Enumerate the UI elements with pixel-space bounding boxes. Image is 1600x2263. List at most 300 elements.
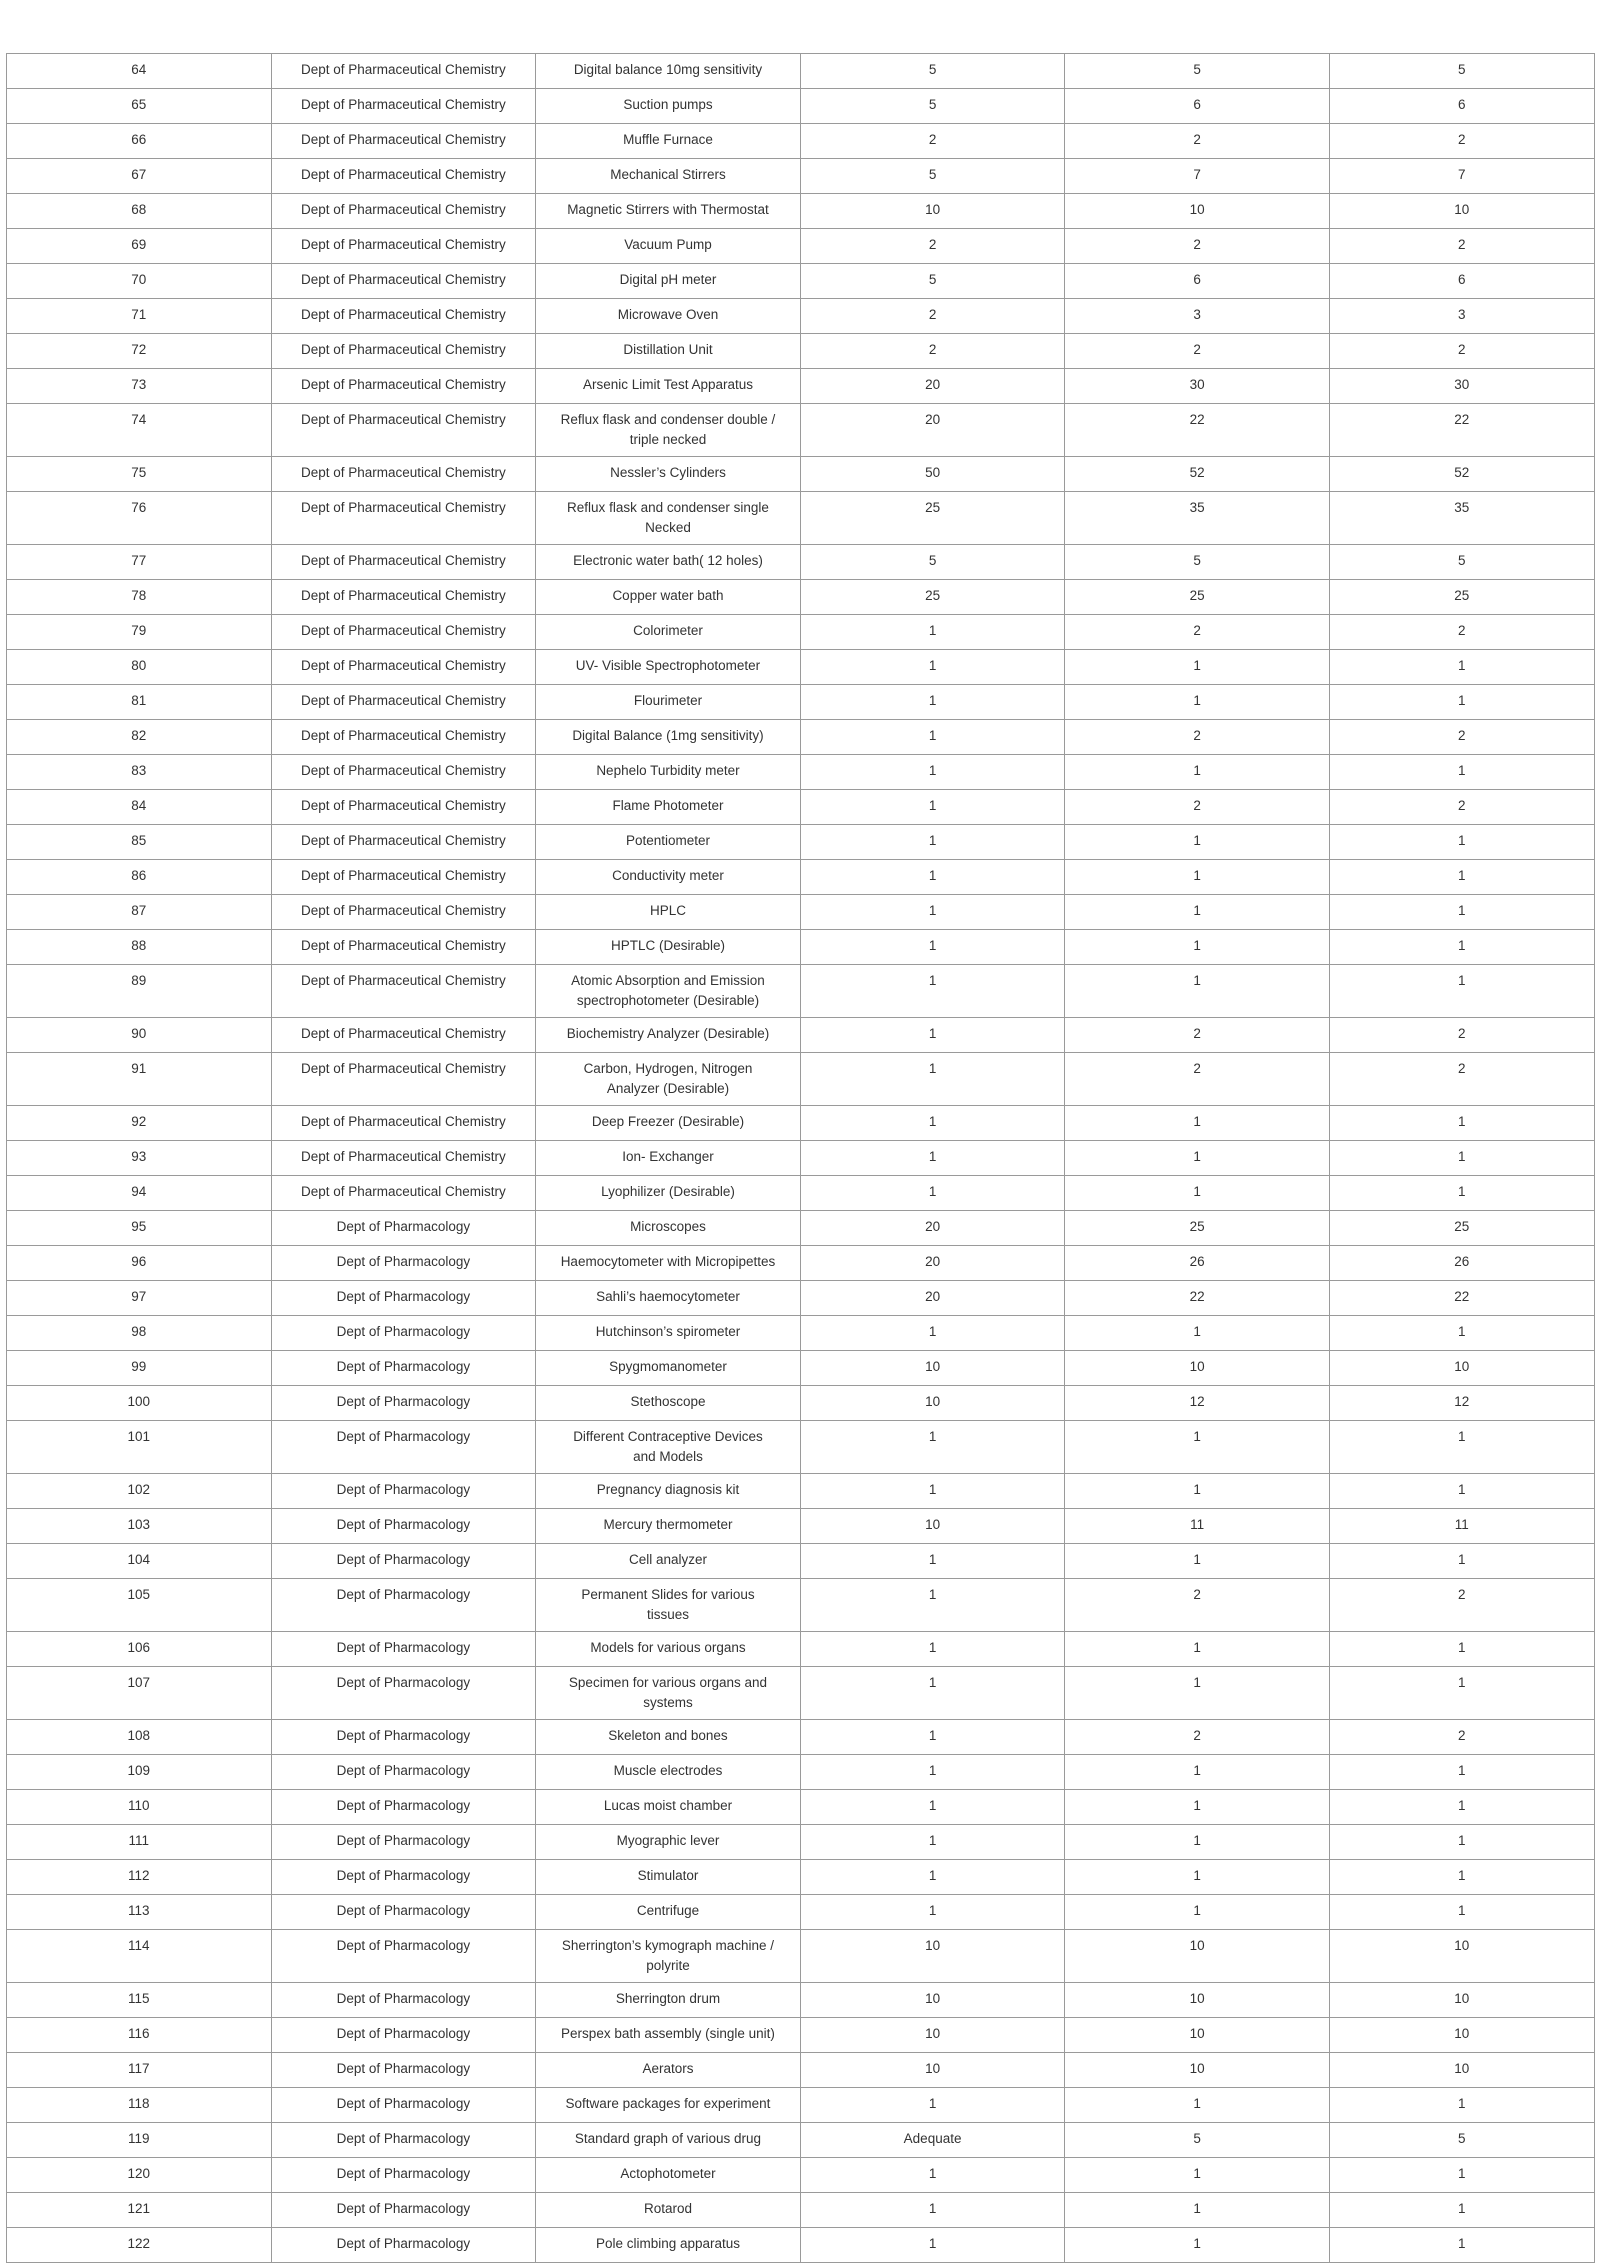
equipment-name-cell: Specimen for various organs and systems [536,1667,801,1720]
table-row [7,229,1595,264]
actual-quantity-cell: 1 [1329,1860,1594,1895]
department-cell: Dept of Pharmaceutical Chemistry [271,89,536,124]
available-quantity-cell: 1 [1065,1141,1330,1176]
equipment-name-cell: Haemocytometer with Micropipettes [536,1246,801,1281]
required-quantity-cell: 1 [800,1106,1065,1141]
available-quantity-cell: 10 [1065,2053,1330,2088]
equipment-name-cell: Pole climbing apparatus [536,2228,801,2263]
required-quantity-cell: 5 [800,89,1065,124]
actual-quantity-cell: 2 [1329,790,1594,825]
available-quantity-cell: 2 [1065,615,1330,650]
serial-number-cell: 112 [7,1860,272,1895]
required-quantity-cell: 25 [800,492,1065,545]
actual-quantity-cell: 1 [1329,1544,1594,1579]
table-row [7,1246,1595,1281]
table-row [7,1141,1595,1176]
serial-number-cell: 76 [7,492,272,545]
equipment-name-cell: Electronic water bath( 12 holes) [536,545,801,580]
department-cell: Dept of Pharmacology [271,1211,536,1246]
table-row [7,194,1595,229]
available-quantity-cell: 1 [1065,1474,1330,1509]
actual-quantity-cell: 5 [1329,2123,1594,2158]
department-cell: Dept of Pharmaceutical Chemistry [271,965,536,1018]
required-quantity-cell: 5 [800,159,1065,194]
serial-number-cell: 109 [7,1755,272,1790]
required-quantity-cell: 10 [800,1351,1065,1386]
available-quantity-cell: 22 [1065,1281,1330,1316]
table-row [7,1053,1595,1106]
serial-number-cell: 101 [7,1421,272,1474]
equipment-name-cell: Sahli’s haemocytometer [536,1281,801,1316]
required-quantity-cell: 10 [800,1509,1065,1544]
serial-number-cell: 86 [7,860,272,895]
actual-quantity-cell: 1 [1329,1825,1594,1860]
serial-number-cell: 102 [7,1474,272,1509]
actual-quantity-cell: 12 [1329,1386,1594,1421]
equipment-name-cell: Lucas moist chamber [536,1790,801,1825]
available-quantity-cell: 5 [1065,54,1330,89]
serial-number-cell: 113 [7,1895,272,1930]
equipment-name-cell: Centrifuge [536,1895,801,1930]
serial-number-cell: 68 [7,194,272,229]
equipment-name-cell: UV- Visible Spectrophotometer [536,650,801,685]
serial-number-cell: 65 [7,89,272,124]
document-page [6,53,1594,2263]
required-quantity-cell: 10 [800,1983,1065,2018]
available-quantity-cell: 10 [1065,1983,1330,2018]
required-quantity-cell: 1 [800,1176,1065,1211]
serial-number-cell: 116 [7,2018,272,2053]
available-quantity-cell: 2 [1065,124,1330,159]
table-row [7,2193,1595,2228]
table-row [7,2228,1595,2263]
table-row [7,1211,1595,1246]
serial-number-cell: 83 [7,755,272,790]
department-cell: Dept of Pharmacology [271,1544,536,1579]
required-quantity-cell: 1 [800,1579,1065,1632]
equipment-name-cell: Magnetic Stirrers with Thermostat [536,194,801,229]
required-quantity-cell: 1 [800,825,1065,860]
equipment-name-cell: HPTLC (Desirable) [536,930,801,965]
serial-number-cell: 73 [7,369,272,404]
available-quantity-cell: 1 [1065,1825,1330,1860]
actual-quantity-cell: 1 [1329,1106,1594,1141]
department-cell: Dept of Pharmacology [271,1895,536,1930]
required-quantity-cell: 10 [800,2053,1065,2088]
actual-quantity-cell: 1 [1329,2158,1594,2193]
equipment-name-cell: Microscopes [536,1211,801,1246]
equipment-name-cell: Software packages for experiment [536,2088,801,2123]
department-cell: Dept of Pharmacology [271,1930,536,1983]
actual-quantity-cell: 30 [1329,369,1594,404]
equipment-name-cell: Actophotometer [536,2158,801,2193]
required-quantity-cell: 1 [800,860,1065,895]
required-quantity-cell: 1 [800,965,1065,1018]
actual-quantity-cell: 2 [1329,1720,1594,1755]
available-quantity-cell: 1 [1065,860,1330,895]
required-quantity-cell: 1 [800,1632,1065,1667]
required-quantity-cell: 1 [800,2228,1065,2263]
available-quantity-cell: 1 [1065,1790,1330,1825]
actual-quantity-cell: 1 [1329,1667,1594,1720]
table-row [7,334,1595,369]
table-row [7,1790,1595,1825]
serial-number-cell: 85 [7,825,272,860]
department-cell: Dept of Pharmaceutical Chemistry [271,457,536,492]
equipment-name-cell: Atomic Absorption and Emission spectrophotometer (Desirable) [536,965,801,1018]
actual-quantity-cell: 2 [1329,1053,1594,1106]
actual-quantity-cell: 10 [1329,1983,1594,2018]
department-cell: Dept of Pharmaceutical Chemistry [271,790,536,825]
available-quantity-cell: 22 [1065,404,1330,457]
actual-quantity-cell: 2 [1329,124,1594,159]
equipment-name-cell: Reflux flask and condenser single Necked [536,492,801,545]
equipment-table-body [7,54,1595,2263]
equipment-name-cell: Rotarod [536,2193,801,2228]
equipment-name-cell: HPLC [536,895,801,930]
serial-number-cell: 84 [7,790,272,825]
table-row [7,457,1595,492]
required-quantity-cell: 1 [800,755,1065,790]
actual-quantity-cell: 1 [1329,860,1594,895]
serial-number-cell: 77 [7,545,272,580]
department-cell: Dept of Pharmaceutical Chemistry [271,229,536,264]
required-quantity-cell: 1 [800,1860,1065,1895]
actual-quantity-cell: 1 [1329,1790,1594,1825]
available-quantity-cell: 6 [1065,89,1330,124]
table-row [7,1860,1595,1895]
serial-number-cell: 121 [7,2193,272,2228]
actual-quantity-cell: 22 [1329,404,1594,457]
actual-quantity-cell: 1 [1329,965,1594,1018]
serial-number-cell: 104 [7,1544,272,1579]
table-row [7,159,1595,194]
serial-number-cell: 120 [7,2158,272,2193]
available-quantity-cell: 1 [1065,930,1330,965]
equipment-name-cell: Sherrington’s kymograph machine / polyrite [536,1930,801,1983]
actual-quantity-cell: 3 [1329,299,1594,334]
available-quantity-cell: 35 [1065,492,1330,545]
required-quantity-cell: 2 [800,124,1065,159]
department-cell: Dept of Pharmaceutical Chemistry [271,1106,536,1141]
serial-number-cell: 74 [7,404,272,457]
table-row [7,1509,1595,1544]
serial-number-cell: 82 [7,720,272,755]
serial-number-cell: 81 [7,685,272,720]
available-quantity-cell: 5 [1065,545,1330,580]
actual-quantity-cell: 2 [1329,1018,1594,1053]
equipment-name-cell: Distillation Unit [536,334,801,369]
actual-quantity-cell: 1 [1329,1176,1594,1211]
available-quantity-cell: 2 [1065,1053,1330,1106]
table-row [7,755,1595,790]
actual-quantity-cell: 2 [1329,1579,1594,1632]
serial-number-cell: 99 [7,1351,272,1386]
department-cell: Dept of Pharmacology [271,1860,536,1895]
table-row [7,650,1595,685]
serial-number-cell: 106 [7,1632,272,1667]
table-row [7,54,1595,89]
equipment-name-cell: Sherrington drum [536,1983,801,2018]
equipment-name-cell: Muffle Furnace [536,124,801,159]
available-quantity-cell: 7 [1065,159,1330,194]
table-row [7,720,1595,755]
actual-quantity-cell: 1 [1329,1141,1594,1176]
required-quantity-cell: 1 [800,1755,1065,1790]
required-quantity-cell: 20 [800,369,1065,404]
serial-number-cell: 111 [7,1825,272,1860]
department-cell: Dept of Pharmaceutical Chemistry [271,1176,536,1211]
department-cell: Dept of Pharmacology [271,1667,536,1720]
serial-number-cell: 95 [7,1211,272,1246]
department-cell: Dept of Pharmaceutical Chemistry [271,650,536,685]
department-cell: Dept of Pharmaceutical Chemistry [271,404,536,457]
table-row [7,1351,1595,1386]
serial-number-cell: 66 [7,124,272,159]
available-quantity-cell: 1 [1065,1667,1330,1720]
department-cell: Dept of Pharmaceutical Chemistry [271,369,536,404]
department-cell: Dept of Pharmacology [271,2088,536,2123]
department-cell: Dept of Pharmacology [271,2123,536,2158]
table-row [7,685,1595,720]
actual-quantity-cell: 1 [1329,1316,1594,1351]
department-cell: Dept of Pharmaceutical Chemistry [271,334,536,369]
department-cell: Dept of Pharmacology [271,1421,536,1474]
table-row [7,860,1595,895]
equipment-name-cell: Copper water bath [536,580,801,615]
department-cell: Dept of Pharmacology [271,1246,536,1281]
available-quantity-cell: 1 [1065,2158,1330,2193]
actual-quantity-cell: 2 [1329,720,1594,755]
actual-quantity-cell: 10 [1329,1351,1594,1386]
department-cell: Dept of Pharmacology [271,2228,536,2263]
equipment-name-cell: Permanent Slides for various tissues [536,1579,801,1632]
required-quantity-cell: 20 [800,1211,1065,1246]
actual-quantity-cell: 6 [1329,89,1594,124]
required-quantity-cell: 5 [800,545,1065,580]
actual-quantity-cell: 26 [1329,1246,1594,1281]
equipment-name-cell: Mechanical Stirrers [536,159,801,194]
required-quantity-cell: 1 [800,1895,1065,1930]
required-quantity-cell: 1 [800,720,1065,755]
available-quantity-cell: 1 [1065,1176,1330,1211]
required-quantity-cell: 1 [800,1544,1065,1579]
required-quantity-cell: 1 [800,1474,1065,1509]
available-quantity-cell: 10 [1065,1930,1330,1983]
serial-number-cell: 91 [7,1053,272,1106]
serial-number-cell: 87 [7,895,272,930]
department-cell: Dept of Pharmacology [271,1983,536,2018]
actual-quantity-cell: 6 [1329,264,1594,299]
serial-number-cell: 100 [7,1386,272,1421]
required-quantity-cell: 1 [800,650,1065,685]
required-quantity-cell: 1 [800,685,1065,720]
required-quantity-cell: 20 [800,1246,1065,1281]
serial-number-cell: 75 [7,457,272,492]
department-cell: Dept of Pharmaceutical Chemistry [271,299,536,334]
table-row [7,1825,1595,1860]
required-quantity-cell: 1 [800,1825,1065,1860]
available-quantity-cell: 10 [1065,194,1330,229]
available-quantity-cell: 1 [1065,1755,1330,1790]
available-quantity-cell: 5 [1065,2123,1330,2158]
actual-quantity-cell: 1 [1329,685,1594,720]
table-row [7,299,1595,334]
serial-number-cell: 98 [7,1316,272,1351]
required-quantity-cell: Adequate [800,2123,1065,2158]
table-row [7,1176,1595,1211]
actual-quantity-cell: 1 [1329,1474,1594,1509]
department-cell: Dept of Pharmacology [271,1351,536,1386]
equipment-name-cell: Standard graph of various drug [536,2123,801,2158]
actual-quantity-cell: 2 [1329,615,1594,650]
equipment-name-cell: Ion- Exchanger [536,1141,801,1176]
table-row [7,1720,1595,1755]
department-cell: Dept of Pharmacology [271,1386,536,1421]
table-row [7,404,1595,457]
department-cell: Dept of Pharmacology [271,1720,536,1755]
actual-quantity-cell: 25 [1329,580,1594,615]
equipment-name-cell: Models for various organs [536,1632,801,1667]
table-row [7,1632,1595,1667]
department-cell: Dept of Pharmaceutical Chemistry [271,755,536,790]
available-quantity-cell: 3 [1065,299,1330,334]
actual-quantity-cell: 10 [1329,2018,1594,2053]
serial-number-cell: 88 [7,930,272,965]
actual-quantity-cell: 1 [1329,650,1594,685]
actual-quantity-cell: 2 [1329,334,1594,369]
department-cell: Dept of Pharmaceutical Chemistry [271,124,536,159]
serial-number-cell: 93 [7,1141,272,1176]
available-quantity-cell: 1 [1065,685,1330,720]
serial-number-cell: 80 [7,650,272,685]
table-row [7,2053,1595,2088]
table-row [7,580,1595,615]
table-row [7,1579,1595,1632]
available-quantity-cell: 1 [1065,1106,1330,1141]
actual-quantity-cell: 10 [1329,1930,1594,1983]
available-quantity-cell: 2 [1065,1720,1330,1755]
department-cell: Dept of Pharmaceutical Chemistry [271,492,536,545]
serial-number-cell: 114 [7,1930,272,1983]
required-quantity-cell: 20 [800,404,1065,457]
serial-number-cell: 79 [7,615,272,650]
serial-number-cell: 89 [7,965,272,1018]
department-cell: Dept of Pharmaceutical Chemistry [271,895,536,930]
required-quantity-cell: 20 [800,1281,1065,1316]
equipment-name-cell: Microwave Oven [536,299,801,334]
serial-number-cell: 67 [7,159,272,194]
equipment-name-cell: Pregnancy diagnosis kit [536,1474,801,1509]
available-quantity-cell: 1 [1065,1316,1330,1351]
actual-quantity-cell: 7 [1329,159,1594,194]
available-quantity-cell: 25 [1065,1211,1330,1246]
table-row [7,1544,1595,1579]
required-quantity-cell: 10 [800,194,1065,229]
serial-number-cell: 96 [7,1246,272,1281]
serial-number-cell: 122 [7,2228,272,2263]
required-quantity-cell: 1 [800,790,1065,825]
table-row [7,1930,1595,1983]
serial-number-cell: 105 [7,1579,272,1632]
equipment-name-cell: Different Contraceptive Devices and Models [536,1421,801,1474]
table-row [7,1895,1595,1930]
equipment-name-cell: Vacuum Pump [536,229,801,264]
actual-quantity-cell: 1 [1329,2228,1594,2263]
equipment-name-cell: Nephelo Turbidity meter [536,755,801,790]
available-quantity-cell: 1 [1065,1895,1330,1930]
required-quantity-cell: 5 [800,54,1065,89]
table-row [7,895,1595,930]
table-row [7,965,1595,1018]
table-row [7,2158,1595,2193]
actual-quantity-cell: 1 [1329,1632,1594,1667]
available-quantity-cell: 1 [1065,895,1330,930]
available-quantity-cell: 12 [1065,1386,1330,1421]
actual-quantity-cell: 2 [1329,229,1594,264]
serial-number-cell: 107 [7,1667,272,1720]
department-cell: Dept of Pharmaceutical Chemistry [271,194,536,229]
available-quantity-cell: 1 [1065,1544,1330,1579]
equipment-name-cell: Aerators [536,2053,801,2088]
table-row [7,2018,1595,2053]
required-quantity-cell: 25 [800,580,1065,615]
table-row [7,2123,1595,2158]
department-cell: Dept of Pharmacology [271,1316,536,1351]
table-row [7,124,1595,159]
table-row [7,825,1595,860]
equipment-name-cell: Hutchinson’s spirometer [536,1316,801,1351]
available-quantity-cell: 26 [1065,1246,1330,1281]
available-quantity-cell: 1 [1065,2088,1330,2123]
table-row [7,1386,1595,1421]
serial-number-cell: 108 [7,1720,272,1755]
required-quantity-cell: 1 [800,1053,1065,1106]
equipment-name-cell: Skeleton and bones [536,1720,801,1755]
equipment-name-cell: Stimulator [536,1860,801,1895]
actual-quantity-cell: 1 [1329,1895,1594,1930]
equipment-name-cell: Spygmomanometer [536,1351,801,1386]
table-row [7,1281,1595,1316]
department-cell: Dept of Pharmacology [271,1755,536,1790]
equipment-name-cell: Reflux flask and condenser double / triple necked [536,404,801,457]
department-cell: Dept of Pharmaceutical Chemistry [271,685,536,720]
available-quantity-cell: 2 [1065,790,1330,825]
department-cell: Dept of Pharmaceutical Chemistry [271,860,536,895]
equipment-name-cell: Carbon, Hydrogen, Nitrogen Analyzer (Desirable) [536,1053,801,1106]
equipment-name-cell: Colorimeter [536,615,801,650]
table-row [7,1316,1595,1351]
equipment-name-cell: Conductivity meter [536,860,801,895]
available-quantity-cell: 1 [1065,825,1330,860]
available-quantity-cell: 1 [1065,2193,1330,2228]
available-quantity-cell: 1 [1065,2228,1330,2263]
serial-number-cell: 71 [7,299,272,334]
department-cell: Dept of Pharmaceutical Chemistry [271,1141,536,1176]
table-row [7,1106,1595,1141]
actual-quantity-cell: 1 [1329,755,1594,790]
table-row [7,1421,1595,1474]
actual-quantity-cell: 10 [1329,194,1594,229]
equipment-name-cell: Flame Photometer [536,790,801,825]
required-quantity-cell: 10 [800,2018,1065,2053]
available-quantity-cell: 10 [1065,1351,1330,1386]
available-quantity-cell: 1 [1065,965,1330,1018]
department-cell: Dept of Pharmacology [271,2158,536,2193]
table-row [7,1755,1595,1790]
equipment-name-cell: Deep Freezer (Desirable) [536,1106,801,1141]
department-cell: Dept of Pharmacology [271,1790,536,1825]
